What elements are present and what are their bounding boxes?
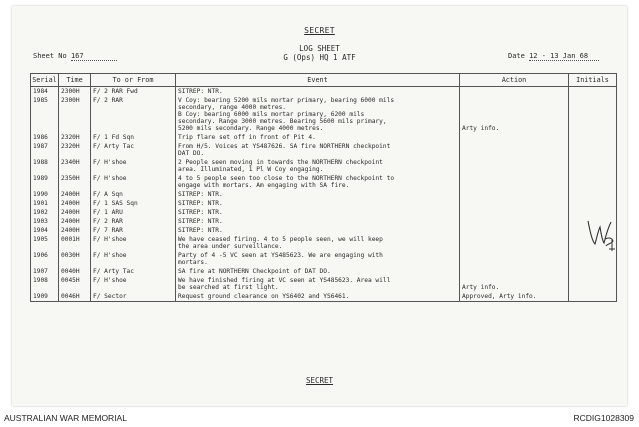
initials-cell xyxy=(569,158,617,174)
action-cell xyxy=(460,226,569,235)
time-cell: 0001H xyxy=(59,235,91,251)
action-cell xyxy=(460,217,569,226)
initials-signature xyxy=(585,213,617,258)
to-or-from-cell: F/ H'shoe xyxy=(91,276,176,292)
classification-bottom: SECRET xyxy=(305,376,334,385)
classification-top: SECRET xyxy=(304,26,335,35)
event-cell: Request ground clearance on YS6402 and YS6461. xyxy=(176,292,460,302)
initials-cell xyxy=(569,190,617,199)
header-initials: Initials xyxy=(569,74,617,87)
time-cell: 2300H xyxy=(59,87,91,97)
serial-cell: 1906 xyxy=(31,251,59,267)
action-cell xyxy=(460,235,569,251)
action-cell: Arty info. xyxy=(460,276,569,292)
to-or-from-cell: F/ 2 RAR Fwd xyxy=(91,87,176,97)
to-or-from-cell: F/ H'shoe xyxy=(91,251,176,267)
serial-cell: 1908 xyxy=(31,276,59,292)
time-cell: 2400H xyxy=(59,226,91,235)
event-cell: We have finished firing at VC seen at YS485623. Area will be searched at first light. xyxy=(176,276,460,292)
to-or-from-cell: F/ 1 Fd Sqn xyxy=(91,133,176,142)
to-or-from-cell: F/ Arty Tac xyxy=(91,142,176,158)
time-cell: 0040H xyxy=(59,267,91,276)
time-cell: 2320H xyxy=(59,133,91,142)
to-or-from-cell: F/ 1 ARU xyxy=(91,208,176,217)
action-cell xyxy=(460,87,569,97)
serial-cell: 1902 xyxy=(31,208,59,217)
to-or-from-cell: F/ 2 RAR xyxy=(91,96,176,133)
action-cell: Arty info. xyxy=(460,96,569,133)
event-cell: SITREP: NTR. xyxy=(176,87,460,97)
to-or-from-cell: F/ 1 SAS Sqn xyxy=(91,199,176,208)
log-table xyxy=(30,73,617,302)
to-or-from-cell: F/ Arty Tac xyxy=(91,267,176,276)
header-action: Action xyxy=(460,74,569,87)
sheet-no-value: 167 xyxy=(71,52,117,61)
event-cell: 4 to 5 people seen too close to the NORTHERN checkpoint to engage with mortars. Am engaging with SA fire. xyxy=(176,174,460,190)
event-cell: SITREP: NTR. xyxy=(176,199,460,208)
time-cell: 0030H xyxy=(59,251,91,267)
time-cell: 2320H xyxy=(59,142,91,158)
action-cell xyxy=(460,174,569,190)
event-cell: V Coy: bearing 5200 mils mortar primary, bearing 6000 mils secondary, range 4000 metres. B Coy: bearing 6000 mils mortar primary, 6200 mils secondary. Range 3000 metres. Bearing 5600 mils primary, 5200 mils secondary. Range 4000 metres. xyxy=(176,96,460,133)
serial-cell: 1984 xyxy=(31,87,59,97)
action-cell: Approved, Arty info. xyxy=(460,292,569,302)
header-event: Event xyxy=(176,74,460,87)
time-cell: 0045H xyxy=(59,276,91,292)
to-or-from-cell: F/ A Sqn xyxy=(91,190,176,199)
action-cell xyxy=(460,199,569,208)
log-row xyxy=(31,208,617,217)
archive-reference: RCDIG1028309 xyxy=(573,413,634,423)
initials-cell xyxy=(569,292,617,302)
action-cell xyxy=(460,158,569,174)
action-cell xyxy=(460,133,569,142)
serial-cell: 1986 xyxy=(31,133,59,142)
log-row xyxy=(31,235,617,251)
log-row xyxy=(31,267,617,276)
event-cell: SITREP: NTR. xyxy=(176,217,460,226)
log-row xyxy=(31,96,617,133)
to-or-from-cell: F/ 7 RAR xyxy=(91,226,176,235)
log-row xyxy=(31,174,617,190)
serial-cell: 1907 xyxy=(31,267,59,276)
serial-cell: 1989 xyxy=(31,174,59,190)
event-cell: SITREP: NTR. xyxy=(176,190,460,199)
time-cell: 2400H xyxy=(59,217,91,226)
initials-cell xyxy=(569,276,617,292)
action-cell xyxy=(460,208,569,217)
log-row xyxy=(31,190,617,199)
date-value: 12 - 13 Jan 68 xyxy=(529,52,599,61)
log-row xyxy=(31,158,617,174)
serial-cell: 1901 xyxy=(31,199,59,208)
initials-cell xyxy=(569,87,617,97)
to-or-from-cell: F/ H'shoe xyxy=(91,174,176,190)
log-row xyxy=(31,133,617,142)
sheet-no-label: Sheet No xyxy=(33,52,67,60)
initials-cell xyxy=(569,142,617,158)
log-row xyxy=(31,142,617,158)
to-or-from-cell: F/ Sector xyxy=(91,292,176,302)
serial-cell: 1905 xyxy=(31,235,59,251)
archive-caption: AUSTRALIAN WAR MEMORIAL xyxy=(4,413,127,423)
time-cell: 2400H xyxy=(59,199,91,208)
to-or-from-cell: F/ H'shoe xyxy=(91,235,176,251)
log-row xyxy=(31,87,617,97)
header-serial: Serial xyxy=(31,74,59,87)
serial-cell: 1987 xyxy=(31,142,59,158)
event-cell: 2 People seen moving in towards the NORTHERN checkpoint area. Illuminated, 1 Pl W Coy engaging. xyxy=(176,158,460,174)
action-cell xyxy=(460,142,569,158)
initials-cell xyxy=(569,133,617,142)
initials-cell xyxy=(569,199,617,208)
time-cell: 2340H xyxy=(59,158,91,174)
header-time: Time xyxy=(59,74,91,87)
event-cell: We have ceased firing. 4 to 5 people seen, we will keep the area under surveillance. xyxy=(176,235,460,251)
event-cell: From H/5. Voices at YS487626. SA fire NORTHERN checkpoint DAT DO. xyxy=(176,142,460,158)
log-row xyxy=(31,217,617,226)
title-line-2: G (Ops) HQ 1 ATF xyxy=(283,53,356,62)
serial-cell: 1903 xyxy=(31,217,59,226)
log-row xyxy=(31,226,617,235)
serial-cell: 1904 xyxy=(31,226,59,235)
event-cell: Party of 4 -5 VC seen at YS485623. We are engaging with mortars. xyxy=(176,251,460,267)
time-cell: 2300H xyxy=(59,96,91,133)
action-cell xyxy=(460,251,569,267)
serial-cell: 1985 xyxy=(31,96,59,133)
log-row xyxy=(31,251,617,267)
serial-cell: 1909 xyxy=(31,292,59,302)
title-line-1: LOG SHEET xyxy=(299,44,340,53)
header-to-or-from: To or From xyxy=(91,74,176,87)
time-cell: 2400H xyxy=(59,208,91,217)
to-or-from-cell: F/ 2 RAR xyxy=(91,217,176,226)
event-cell: SITREP: NTR. xyxy=(176,208,460,217)
event-cell: SA fire at NORTHERN Checkpoint of DAT DO. xyxy=(176,267,460,276)
sheet-date xyxy=(508,52,599,61)
serial-cell: 1990 xyxy=(31,190,59,199)
action-cell xyxy=(460,190,569,199)
event-cell: SITREP: NTR. xyxy=(176,226,460,235)
time-cell: 2350H xyxy=(59,174,91,190)
log-row xyxy=(31,292,617,302)
sheet-number xyxy=(33,52,117,61)
initials-cell xyxy=(569,174,617,190)
initials-cell xyxy=(569,267,617,276)
action-cell xyxy=(460,267,569,276)
time-cell: 2400H xyxy=(59,190,91,199)
log-table-header xyxy=(31,74,617,87)
log-row xyxy=(31,199,617,208)
event-cell: Trip flare set off in front of Pit 4. xyxy=(176,133,460,142)
to-or-from-cell: F/ H'shoe xyxy=(91,158,176,174)
log-row xyxy=(31,276,617,292)
time-cell: 0046H xyxy=(59,292,91,302)
date-label: Date xyxy=(508,52,525,60)
serial-cell: 1988 xyxy=(31,158,59,174)
initials-cell xyxy=(569,96,617,133)
